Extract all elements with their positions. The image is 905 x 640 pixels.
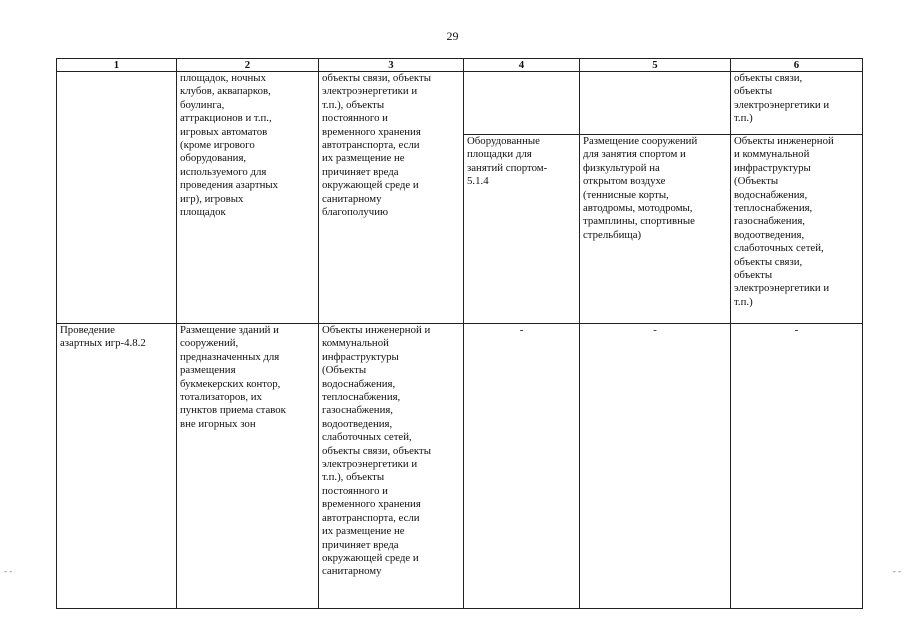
row1-col2-cell: площадок, ночных клубов, аквапарков, боулинга, аттракционов и т.п., игровых автоматов (кроме игрового оборудования, используемого для проведения азартных игр), игровых площадок <box>177 72 319 324</box>
table-row <box>57 72 863 135</box>
row1-col5-bottom-cell: Размещение сооружений для занятия спортом и физкультурой на открытом воздухе (теннисные корты, автодромы, мотодромы, трамплины, спортивные стрельбища) <box>580 135 731 324</box>
row2-col4-cell: - <box>464 324 580 609</box>
row1-col4-top-cell <box>464 72 580 135</box>
left-margin-mark: - - <box>4 566 13 576</box>
header-col-3: 3 <box>319 59 464 72</box>
row2-col1-cell: Проведение азартных игр-4.8.2 <box>57 324 177 609</box>
header-col-5: 5 <box>580 59 731 72</box>
row2-col6-cell: - <box>731 324 863 609</box>
row2-col3-cell: Объекты инженерной и коммунальной инфраструктуры (Объекты водоснабжения, теплоснабжения, газоснабжения, водоотведения, слаботочных сетей, объекты связи, объекты электроэнергетики и т.п.), объекты постоянного и временного хранения автотранспорта, если их размещение не причиняет вреда окружающей среде и санитарному <box>319 324 464 609</box>
page-number: 29 <box>446 29 459 43</box>
table-row <box>57 324 863 609</box>
row1-col1-cell <box>57 72 177 324</box>
row2-col2-cell: Размещение зданий и сооружений, предназначенных для размещения букмекерских контор, тотализаторов, их пунктов приема ставок вне игорных зон <box>177 324 319 609</box>
row1-col3-cell: объекты связи, объекты электроэнергетики и т.п.), объекты постоянного и временного хранения автотранспорта, если их размещение не причиняет вреда окружающей среде и санитарному благополучию <box>319 72 464 324</box>
row1-col5-top-cell <box>580 72 731 135</box>
row1-col4-bottom-cell: Оборудованные площадки для занятий спортом- 5.1.4 <box>464 135 580 324</box>
header-col-1: 1 <box>57 59 177 72</box>
header-col-4: 4 <box>464 59 580 72</box>
header-col-2: 2 <box>177 59 319 72</box>
row2-col5-cell: - <box>580 324 731 609</box>
header-col-6: 6 <box>731 59 863 72</box>
row1-col6-top-cell: объекты связи, объекты электроэнергетики и т.п.) <box>731 72 863 135</box>
right-margin-mark: - - <box>892 566 901 576</box>
header-row <box>57 59 863 72</box>
row1-col6-bottom-cell: Объекты инженерной и коммунальной инфраструктуры (Объекты водоснабжения, теплоснабжения, газоснабжения, водоотведения, слаботочных сетей, объекты связи, объекты электроэнергетики и т.п.) <box>731 135 863 324</box>
land-use-table <box>56 58 863 609</box>
